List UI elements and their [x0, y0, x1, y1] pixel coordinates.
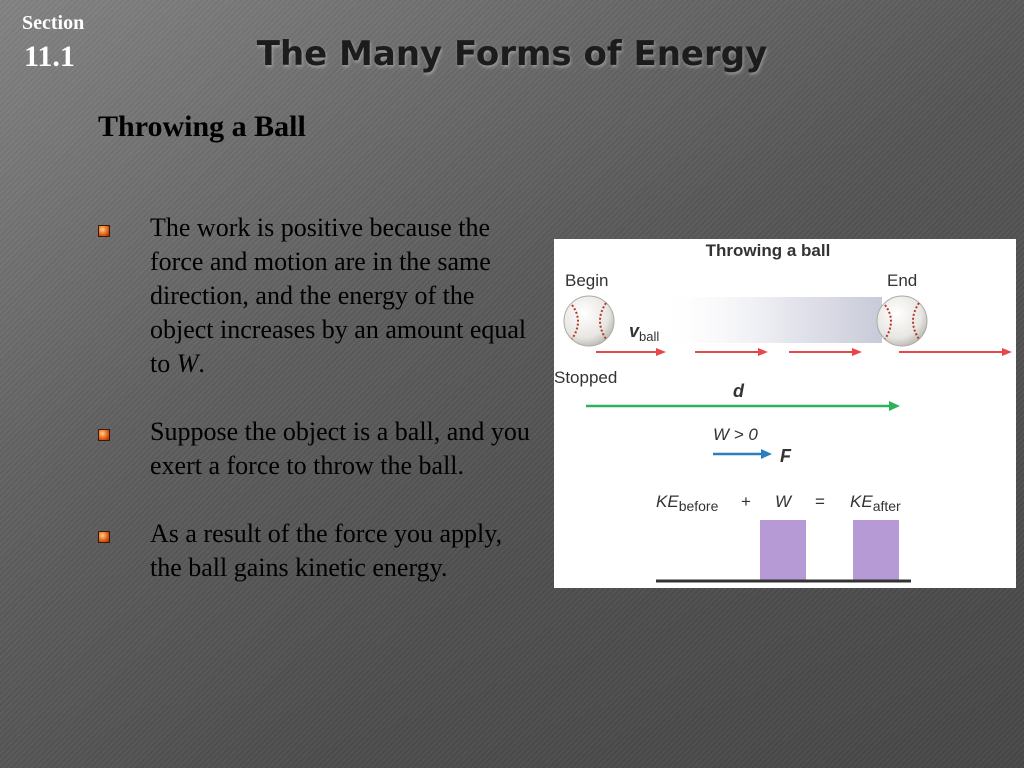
velocity-label — [629, 321, 659, 344]
figure-canvas — [554, 239, 1016, 588]
velocity-arrow — [789, 348, 862, 356]
slide-subtitle: Throwing a Ball — [98, 110, 306, 143]
section-label: Section — [22, 12, 85, 34]
bullet-item — [98, 415, 538, 483]
ke-after-term — [850, 492, 901, 514]
baseball-start-icon — [564, 296, 614, 346]
throwing-ball-figure — [554, 239, 1016, 588]
work-bar — [760, 520, 806, 580]
bullet-square-icon — [98, 429, 110, 441]
slide-title: The Many Forms of Energy — [256, 34, 768, 74]
displacement-arrow — [586, 401, 900, 411]
bullet-item — [98, 211, 538, 381]
section-number: 11.1 — [24, 40, 75, 73]
stopped-label: Stopped — [554, 368, 618, 387]
force-arrow — [713, 449, 772, 459]
velocity-arrow — [596, 348, 666, 356]
figure-title: Throwing a ball — [705, 241, 831, 260]
bullet-text: Suppose the object is a ball, and you exert a force to throw the ball. — [150, 417, 530, 480]
energy-bar-chart — [760, 520, 899, 580]
bullet-square-icon — [98, 531, 110, 543]
bullet-text: The work is positive because the force and motion are in the same direction, and the energy of the object increases by an amount equal to — [150, 213, 527, 378]
end-label: End — [887, 271, 918, 290]
ke-after-sub: after — [872, 498, 901, 514]
velocity-subscript: ball — [639, 329, 660, 344]
motion-blur-trail — [664, 297, 882, 343]
energy-equation — [656, 492, 901, 514]
plus-sign: + — [741, 492, 751, 511]
bullet-italic-text: W — [176, 349, 199, 378]
ke-before-term — [656, 492, 719, 514]
ke-after-base: KE — [850, 492, 873, 511]
slide-title-container — [0, 34, 1024, 74]
ke-before-sub: before — [678, 498, 719, 514]
velocity-symbol: v — [629, 321, 640, 341]
bullet-text: As a result of the force you apply, the ball gains kinetic energy. — [150, 519, 503, 582]
force-label: F — [780, 446, 791, 466]
velocity-arrow — [899, 348, 1012, 356]
ke-after-bar — [853, 520, 899, 580]
work-term: W — [775, 492, 792, 511]
displacement-label: d — [733, 381, 744, 401]
bullet-list — [98, 211, 538, 619]
bullet-text-end: . — [198, 349, 205, 378]
equals-sign: = — [815, 492, 825, 511]
bullet-square-icon — [98, 225, 110, 237]
work-condition: W > 0 — [713, 425, 758, 444]
bullet-item — [98, 517, 538, 585]
velocity-arrow — [695, 348, 768, 356]
ke-before-base: KE — [656, 492, 679, 511]
baseball-end-icon — [877, 296, 927, 346]
velocity-arrows — [596, 348, 1012, 356]
begin-label: Begin — [565, 271, 609, 290]
